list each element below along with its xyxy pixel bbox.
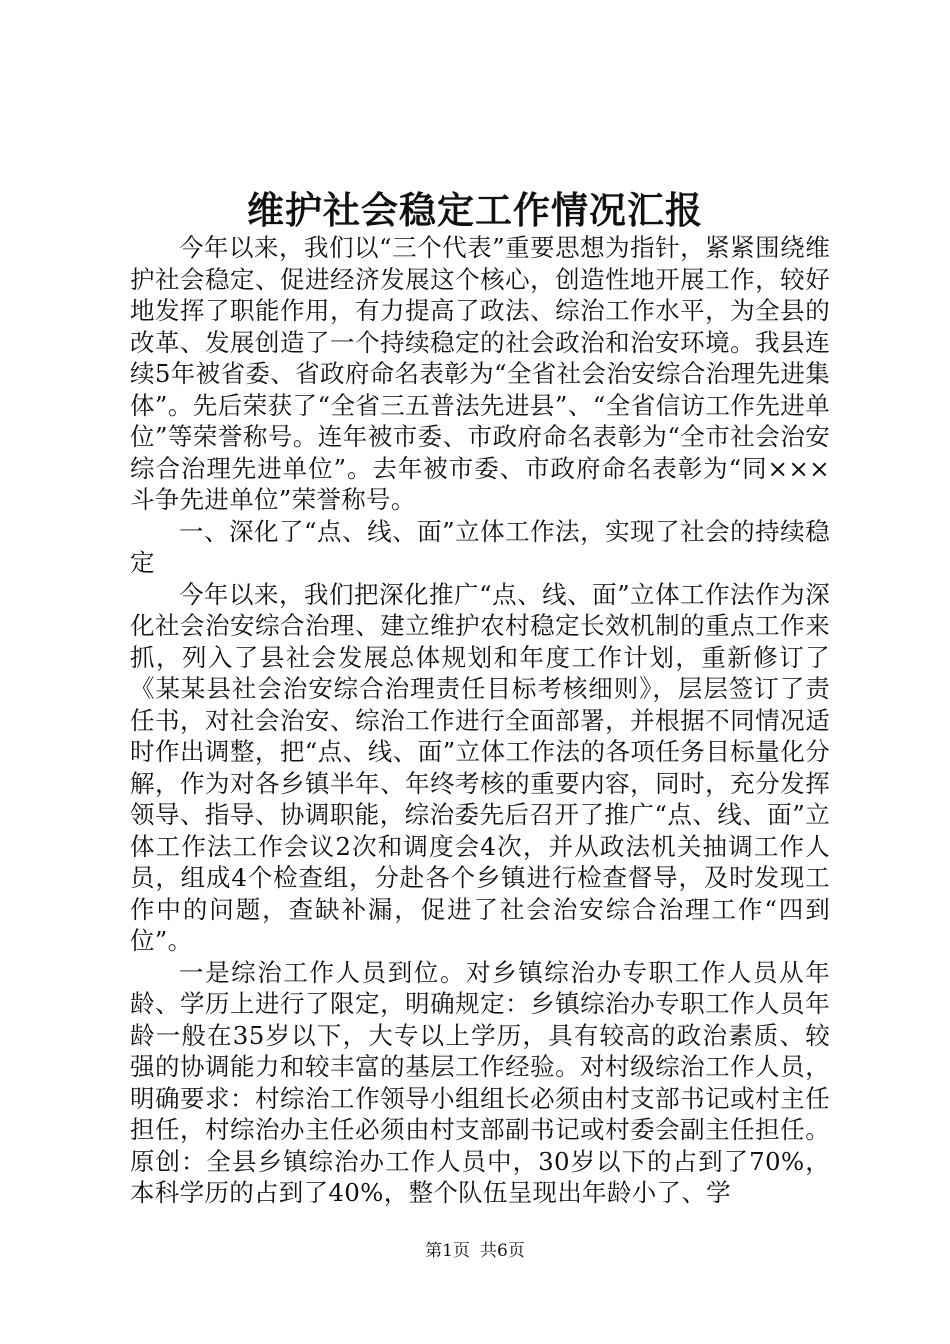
page-footer [0, 1240, 950, 1262]
page-number: 第1页 [425, 1241, 470, 1261]
document-title: 维护社会稳定工作情况汇报 [247, 188, 703, 232]
paragraph-intro: 今年以来，我们以“三个代表”重要思想为指针，紧紧围绕维护社会稳定、促进经济发展这个核心，创造性地开展工作，较好地发挥了职能作用，有力提高了政法、综治工作水平，为全县的改革、发展创造了一个持续稳定的社会政治和治安环境。我县连续5年被省委、省政府命名表彰为“全省社会治安综合治理先进集体”。先后荣获了“全省三五普法先进县”、“全省信访工作先进单位”等荣誉称号。连年被市委、市政府命名表彰为“全市社会治安综合治理先进单位”。去年被市委、市政府命名表彰为“同×××斗争先进单位”荣誉称号。 [130, 233, 830, 514]
page-total: 共6页 [480, 1241, 525, 1261]
document-body [130, 232, 830, 1209]
paragraph-personnel: 一是综治工作人员到位。对乡镇综治办专职工作人员从年龄、学历上进行了限定，明确规定：乡镇综治办专职工作人员年龄一般在35岁以下，大专以上学历，具有较高的政治素质、较强的协调能力和较丰富的基层工作经验。对村级综治工作人员，明确要求：村综治工作领导小组组长必须由村支部书记或村主任担任，村综治办主任必须由村支部副书记或村委会副主任担任。原创：全县乡镇综治办工作人员中，30岁以下的占到了70%，本科学历的占到了40%，整个队伍呈现出年龄小了、学 [130, 957, 830, 1207]
paragraph-section-one: 今年以来，我们把深化推广“点、线、面”立体工作法作为深化社会治安综合治理、建立维护农村稳定长效机制的重点工作来抓，列入了县社会发展总体规划和年度工作计划，重新修订了《某某县社会治安综合治理责任目标考核细则》，层层签订了责任书，对社会治安、综治工作进行全面部署，并根据不同情况适时作出调整，把“点、线、面”立体工作法的各项任务目标量化分解，作为对各乡镇半年、年终考核的重要内容，同时，充分发挥领导、指导、协调职能，综治委先后召开了推广“点、线、面”立体工作法工作会议2次和调度会4次，并从政法机关抽调工作人员，组成4个检查组，分赴各个乡镇进行检查督导，及时发现工作中的问题，查缺补漏，促进了社会治安综合治理工作“四到位”。 [130, 579, 830, 955]
section-heading-one: 一、深化了“点、线、面”立体工作法，实现了社会的持续稳定 [130, 516, 830, 577]
